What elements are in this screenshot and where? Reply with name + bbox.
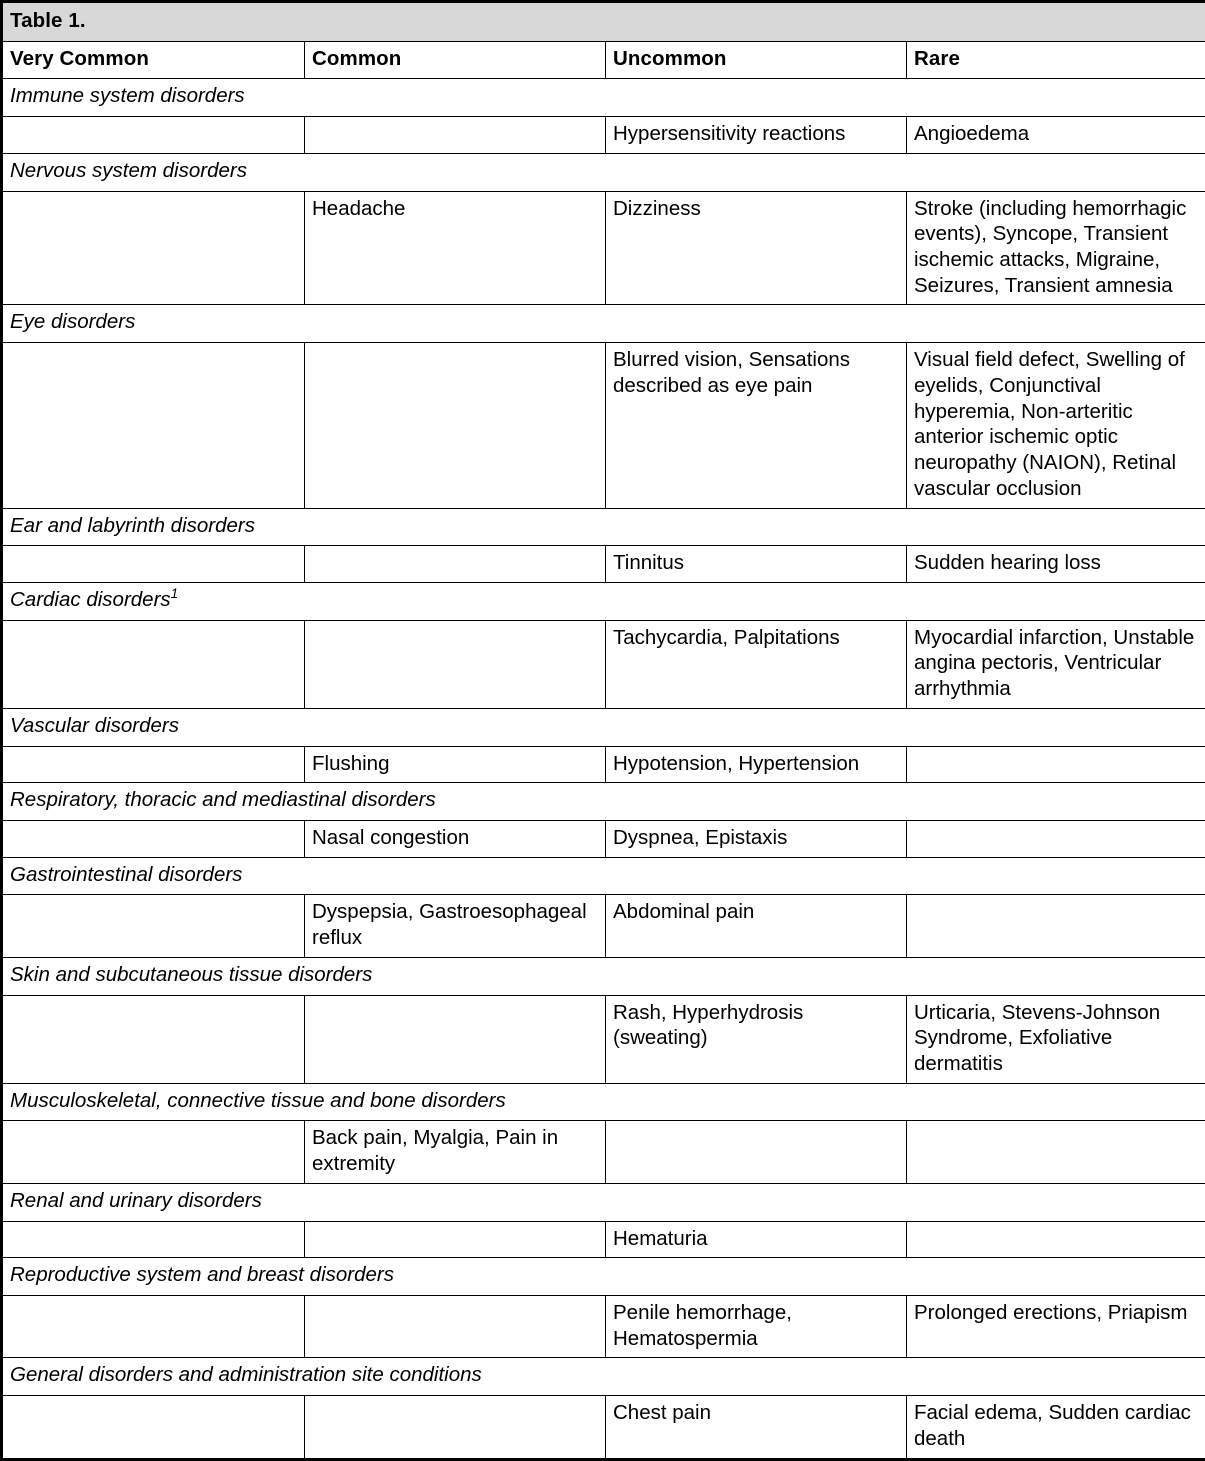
- cell-very-common: [2, 1221, 305, 1258]
- cell-very-common: [2, 620, 305, 708]
- cell-common: [305, 117, 606, 154]
- section-header-row: [2, 957, 1205, 995]
- cell-rare: Stroke (including hemorrhagic events), Syncope, Transient ischemic attacks, Migraine, Seizures, Transient amnesia: [907, 191, 1205, 305]
- cell-uncommon: Blurred vision, Sensations described as eye pain: [606, 343, 907, 508]
- table-row: [2, 995, 1205, 1083]
- section-header-row: [2, 1083, 1205, 1121]
- section-header-label: Respiratory, thoracic and mediastinal disorders: [2, 783, 1205, 821]
- section-header-row: [2, 1183, 1205, 1221]
- section-header-label: Gastrointestinal disorders: [2, 857, 1205, 895]
- cell-rare: Myocardial infarction, Unstable angina pectoris, Ventricular arrhythmia: [907, 620, 1205, 708]
- section-header-label: Skin and subcutaneous tissue disorders: [2, 957, 1205, 995]
- cell-very-common: [2, 995, 305, 1083]
- cell-very-common: [2, 895, 305, 957]
- cell-common: [305, 1396, 606, 1459]
- column-header-very-common: Very Common: [2, 41, 305, 79]
- table-row: [2, 746, 1205, 783]
- section-header-label: Ear and labyrinth disorders: [2, 508, 1205, 546]
- table-row: [2, 1296, 1205, 1358]
- cell-uncommon: Tachycardia, Palpitations: [606, 620, 907, 708]
- section-header-row: [2, 857, 1205, 895]
- cell-common: Headache: [305, 191, 606, 305]
- cell-common: [305, 343, 606, 508]
- section-header-row: [2, 783, 1205, 821]
- section-header-row: [2, 1358, 1205, 1396]
- cell-common: Back pain, Myalgia, Pain in extremity: [305, 1121, 606, 1183]
- column-header-row: [2, 41, 1205, 79]
- table-body: [2, 2, 1205, 1460]
- section-header-label: Vascular disorders: [2, 708, 1205, 746]
- cell-common: [305, 995, 606, 1083]
- cell-very-common: [2, 1121, 305, 1183]
- section-footnote-marker: 1: [171, 586, 179, 601]
- table-row: [2, 1221, 1205, 1258]
- cell-uncommon: Dizziness: [606, 191, 907, 305]
- cell-uncommon: [606, 1121, 907, 1183]
- cell-very-common: [2, 117, 305, 154]
- cell-very-common: [2, 1296, 305, 1358]
- cell-very-common: [2, 546, 305, 583]
- table-row: [2, 191, 1205, 305]
- cell-common: Dyspepsia, Gastroesophageal reflux: [305, 895, 606, 957]
- cell-very-common: [2, 343, 305, 508]
- section-header-row: [2, 305, 1205, 343]
- column-header-uncommon: Uncommon: [606, 41, 907, 79]
- table-row: [2, 620, 1205, 708]
- table-row: [2, 117, 1205, 154]
- column-header-rare: Rare: [907, 41, 1205, 79]
- column-header-common: Common: [305, 41, 606, 79]
- section-header-label: Cardiac disorders$^1$: [2, 582, 1205, 620]
- cell-very-common: [2, 191, 305, 305]
- cell-uncommon: Penile hemorrhage, Hematospermia: [606, 1296, 907, 1358]
- cell-uncommon: Chest pain: [606, 1396, 907, 1459]
- table-row: [2, 343, 1205, 508]
- cell-very-common: [2, 746, 305, 783]
- cell-uncommon: Dyspnea, Epistaxis: [606, 820, 907, 857]
- table-row: [2, 1396, 1205, 1459]
- cell-rare: [907, 895, 1205, 957]
- cell-rare: Prolonged erections, Priapism: [907, 1296, 1205, 1358]
- section-header-label: Eye disorders: [2, 305, 1205, 343]
- section-header-label: Musculoskeletal, connective tissue and bone disorders: [2, 1083, 1205, 1121]
- cell-uncommon: Abdominal pain: [606, 895, 907, 957]
- section-header-row: [2, 153, 1205, 191]
- cell-uncommon: Rash, Hyperhydrosis (sweating): [606, 995, 907, 1083]
- section-header-label: Immune system disorders: [2, 79, 1205, 117]
- section-header-row: [2, 582, 1205, 620]
- section-header-row: [2, 79, 1205, 117]
- cell-rare: [907, 1121, 1205, 1183]
- table-title: Table 1.: [2, 2, 1205, 42]
- section-header-label: Reproductive system and breast disorders: [2, 1258, 1205, 1296]
- cell-common: Flushing: [305, 746, 606, 783]
- cell-rare: Visual field defect, Swelling of eyelids, Conjunctival hyperemia, Non-arteritic anterior ischemic optic neuropathy (NAION), Retinal vascular occlusion: [907, 343, 1205, 508]
- section-header-label: Nervous system disorders: [2, 153, 1205, 191]
- cell-rare: [907, 746, 1205, 783]
- cell-rare: [907, 1221, 1205, 1258]
- cell-rare: Angioedema: [907, 117, 1205, 154]
- cell-common: [305, 546, 606, 583]
- cell-uncommon: Hematuria: [606, 1221, 907, 1258]
- section-header-row: [2, 508, 1205, 546]
- table-row: [2, 1121, 1205, 1183]
- cell-very-common: [2, 1396, 305, 1459]
- section-header-row: [2, 708, 1205, 746]
- cell-rare: Sudden hearing loss: [907, 546, 1205, 583]
- cell-common: Nasal congestion: [305, 820, 606, 857]
- cell-rare: Facial edema, Sudden cardiac death: [907, 1396, 1205, 1459]
- cell-uncommon: Tinnitus: [606, 546, 907, 583]
- cell-common: [305, 620, 606, 708]
- cell-very-common: [2, 820, 305, 857]
- cell-uncommon: Hypersensitivity reactions: [606, 117, 907, 154]
- section-header-row: [2, 1258, 1205, 1296]
- cell-rare: [907, 820, 1205, 857]
- section-header-label: Renal and urinary disorders: [2, 1183, 1205, 1221]
- cell-common: [305, 1221, 606, 1258]
- table-row: [2, 820, 1205, 857]
- table-title-row: [2, 2, 1205, 42]
- cell-rare: Urticaria, Stevens-Johnson Syndrome, Exfoliative dermatitis: [907, 995, 1205, 1083]
- cell-uncommon: Hypotension, Hypertension: [606, 746, 907, 783]
- cell-common: [305, 1296, 606, 1358]
- table-row: [2, 895, 1205, 957]
- section-header-label: General disorders and administration site conditions: [2, 1358, 1205, 1396]
- table-row: [2, 546, 1205, 583]
